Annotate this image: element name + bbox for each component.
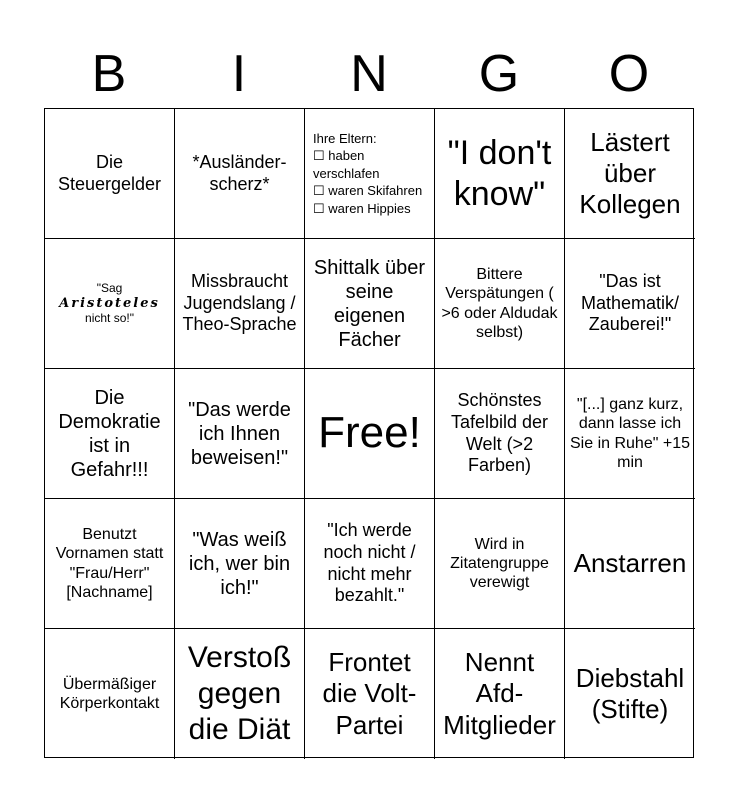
bingo-cell[interactable]: Lästert über Kollegen bbox=[565, 109, 695, 239]
bingo-cell[interactable]: Shittalk über seine eigenen Fächer bbox=[305, 239, 435, 369]
cell-text-line: nicht so!" bbox=[85, 311, 134, 326]
bingo-cell[interactable]: Diebstahl (Stifte) bbox=[575, 662, 685, 724]
bingo-cell[interactable]: Anstarren bbox=[565, 499, 695, 629]
bingo-cell[interactable]: Nennt Afd-Mitglieder bbox=[435, 629, 565, 759]
bingo-cell[interactable] bbox=[45, 239, 175, 369]
bingo-cell[interactable]: Verstoß gegen die Diät bbox=[175, 629, 305, 759]
bingo-cell[interactable]: Schönstes Tafelbild der Welt (>2 Farben) bbox=[435, 369, 565, 499]
bingo-cell[interactable]: Bittere Verspätungen ( >6 oder Aldudak selbst) bbox=[435, 239, 565, 369]
bingo-cell[interactable]: Frontet die Volt-Partei bbox=[305, 629, 435, 759]
bingo-grid bbox=[44, 108, 694, 758]
header-letter-g: G bbox=[478, 45, 520, 103]
bingo-free-cell[interactable]: Free! bbox=[305, 369, 435, 499]
bingo-cell[interactable]: "I don't know" bbox=[435, 109, 565, 239]
cell-text-line: "Sag bbox=[96, 281, 123, 296]
header-letter-b: B bbox=[91, 45, 127, 103]
header-letter-n: N bbox=[350, 45, 388, 103]
header-letter-i: I bbox=[231, 45, 247, 103]
bingo-cell[interactable]: Die Steuergelder bbox=[45, 109, 175, 239]
bingo-cell[interactable]: Missbraucht Jugendslang / Theo-Sprache bbox=[175, 239, 305, 369]
bingo-cell[interactable]: "Ich werde noch nicht / nicht mehr bezahlt." bbox=[305, 499, 435, 629]
bingo-cell[interactable]: Übermäßiger Körperkontakt bbox=[45, 629, 175, 759]
header-letter-o: O bbox=[608, 45, 650, 103]
cell-text-line: Aristoteles bbox=[59, 295, 160, 311]
bingo-cell[interactable]: "Das werde ich Ihnen beweisen!" bbox=[175, 369, 305, 499]
bingo-cell[interactable]: "Was weiß ich, wer bin ich!" bbox=[175, 499, 305, 629]
bingo-cell[interactable]: Wird in Zitatengruppe verewigt bbox=[435, 499, 565, 629]
bingo-header bbox=[44, 40, 694, 108]
bingo-cell[interactable]: Die Demokratie ist in Gefahr!!! bbox=[45, 369, 175, 499]
bingo-cell[interactable]: "Das ist Mathematik/ Zauberei!" bbox=[565, 239, 695, 369]
bingo-cell[interactable]: Ihre Eltern: ☐ haben verschlafen ☐ waren Skifahren ☐ waren Hippies bbox=[305, 109, 435, 239]
bingo-cell[interactable]: *Ausländer-scherz* bbox=[175, 109, 305, 239]
bingo-cell[interactable]: "[...] ganz kurz, dann lasse ich Sie in Ruhe" +15 min bbox=[565, 369, 695, 499]
bingo-cell[interactable]: Benutzt Vornamen statt "Frau/Herr" [Nachname] bbox=[45, 499, 175, 629]
